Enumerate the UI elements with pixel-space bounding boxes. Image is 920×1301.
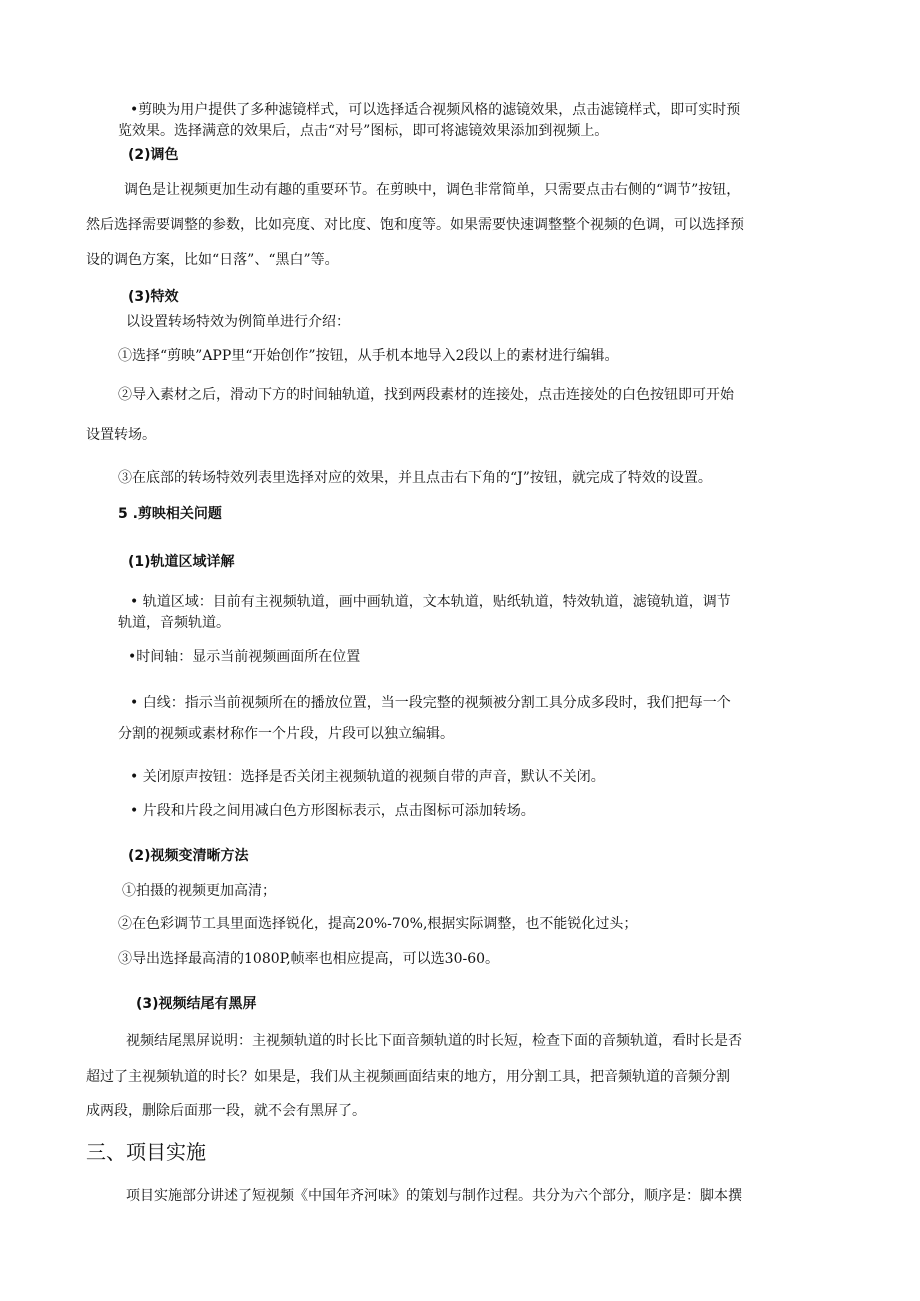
list-item-continuation: 轨道，音频轨道。: [118, 615, 230, 631]
effects-step-1: ①选择“剪映”APP里“开始创作”按钮，从手机本地导入2段以上的素材进行编辑。: [118, 348, 619, 364]
section-3-heading: 三、项目实施: [86, 1140, 206, 1164]
color-line-3: 设的调色方案，比如“日落”、“黑白”等。: [86, 252, 339, 268]
color-line-2: 然后选择需要调整的参数，比如亮度、对比度、饱和度等。如果需要快速调整整个视频的色调，可以选择预: [86, 217, 744, 233]
list-item: • 轨道区域：目前有主视频轨道，画中画轨道，文本轨道，贴纸轨道，特效轨道，滤镜轨道，调节: [130, 594, 731, 610]
color-heading: (2)调色: [128, 147, 179, 163]
effects-step-3: ③在底部的转场特效列表里选择对应的效果，并且点击右下角的“J”按钮，就完成了特效的设置。: [118, 470, 712, 486]
issues-heading: 5 .剪映相关问题: [118, 506, 222, 522]
list-item-continuation: 分割的视频或素材称作一个片段，片段可以独立编辑。: [118, 726, 454, 742]
blackscreen-line-1: 视频结尾黑屏说明：主视频轨道的时长比下面音频轨道的时长短，检查下面的音频轨道，看时长是否: [126, 1033, 742, 1049]
list-item: • 片段和片段之间用减白色方形图标表示，点击图标可添加转场。: [130, 803, 535, 819]
list-item: • 关闭原声按钮：选择是否关闭主视频轨道的视频自带的声音，默认不关闭。: [130, 769, 605, 785]
blackscreen-heading: (3)视频结尾有黑屏: [136, 996, 257, 1012]
clarity-heading: (2)视频变清晰方法: [128, 848, 249, 864]
blackscreen-line-3: 成两段，删除后面那一段，就不会有黑屏了。: [86, 1103, 366, 1119]
effects-step-2-line-1: ②导入素材之后，滑动下方的时间轴轨道，找到两段素材的连接处，点击连接处的白色按钮即可开始: [118, 387, 734, 403]
filter-line-2: 览效果。选择满意的效果后，点击“对号”图标，即可将滤镜效果添加到视频上。: [118, 123, 609, 139]
effects-heading: (3)特效: [128, 289, 179, 305]
list-item: •时间轴：显示当前视频画面所在位置: [128, 649, 361, 665]
effects-step-2-line-2: 设置转场。: [86, 427, 156, 443]
filter-line-1: •剪映为用户提供了多种滤镜样式，可以选择适合视频风格的滤镜效果，点击滤镜样式，即可实时预: [130, 102, 741, 118]
effects-intro: 以设置转场特效为例简单进行介绍：: [126, 314, 350, 330]
clarity-item-1: ①拍摄的视频更加高清；: [122, 883, 276, 899]
clarity-item-2: ②在色彩调节工具里面选择锐化，提高20%-70%,根据实际调整，也不能锐化过头；: [118, 916, 638, 932]
clarity-item-3: ③导出选择最高清的1080P,帧率也相应提高，可以选30-60。: [118, 951, 500, 967]
color-line-1: 调色是让视频更加生动有趣的重要环节。在剪映中，调色非常简单，只需要点击右侧的“调节”按钮，: [124, 182, 741, 198]
blackscreen-line-2: 超过了主视频轨道的时长？如果是，我们从主视频画面结束的地方，用分割工具，把音频轨道的音频分割: [86, 1069, 730, 1085]
track-heading: (1)轨道区域详解: [128, 554, 235, 570]
section-3-line-1: 项目实施部分讲述了短视频《中国年齐河味》的策划与制作过程。共分为六个部分，顺序是：脚本撰: [126, 1188, 742, 1204]
list-item: • 白线：指示当前视频所在的播放位置，当一段完整的视频被分割工具分成多段时，我们把每一个: [130, 695, 731, 711]
